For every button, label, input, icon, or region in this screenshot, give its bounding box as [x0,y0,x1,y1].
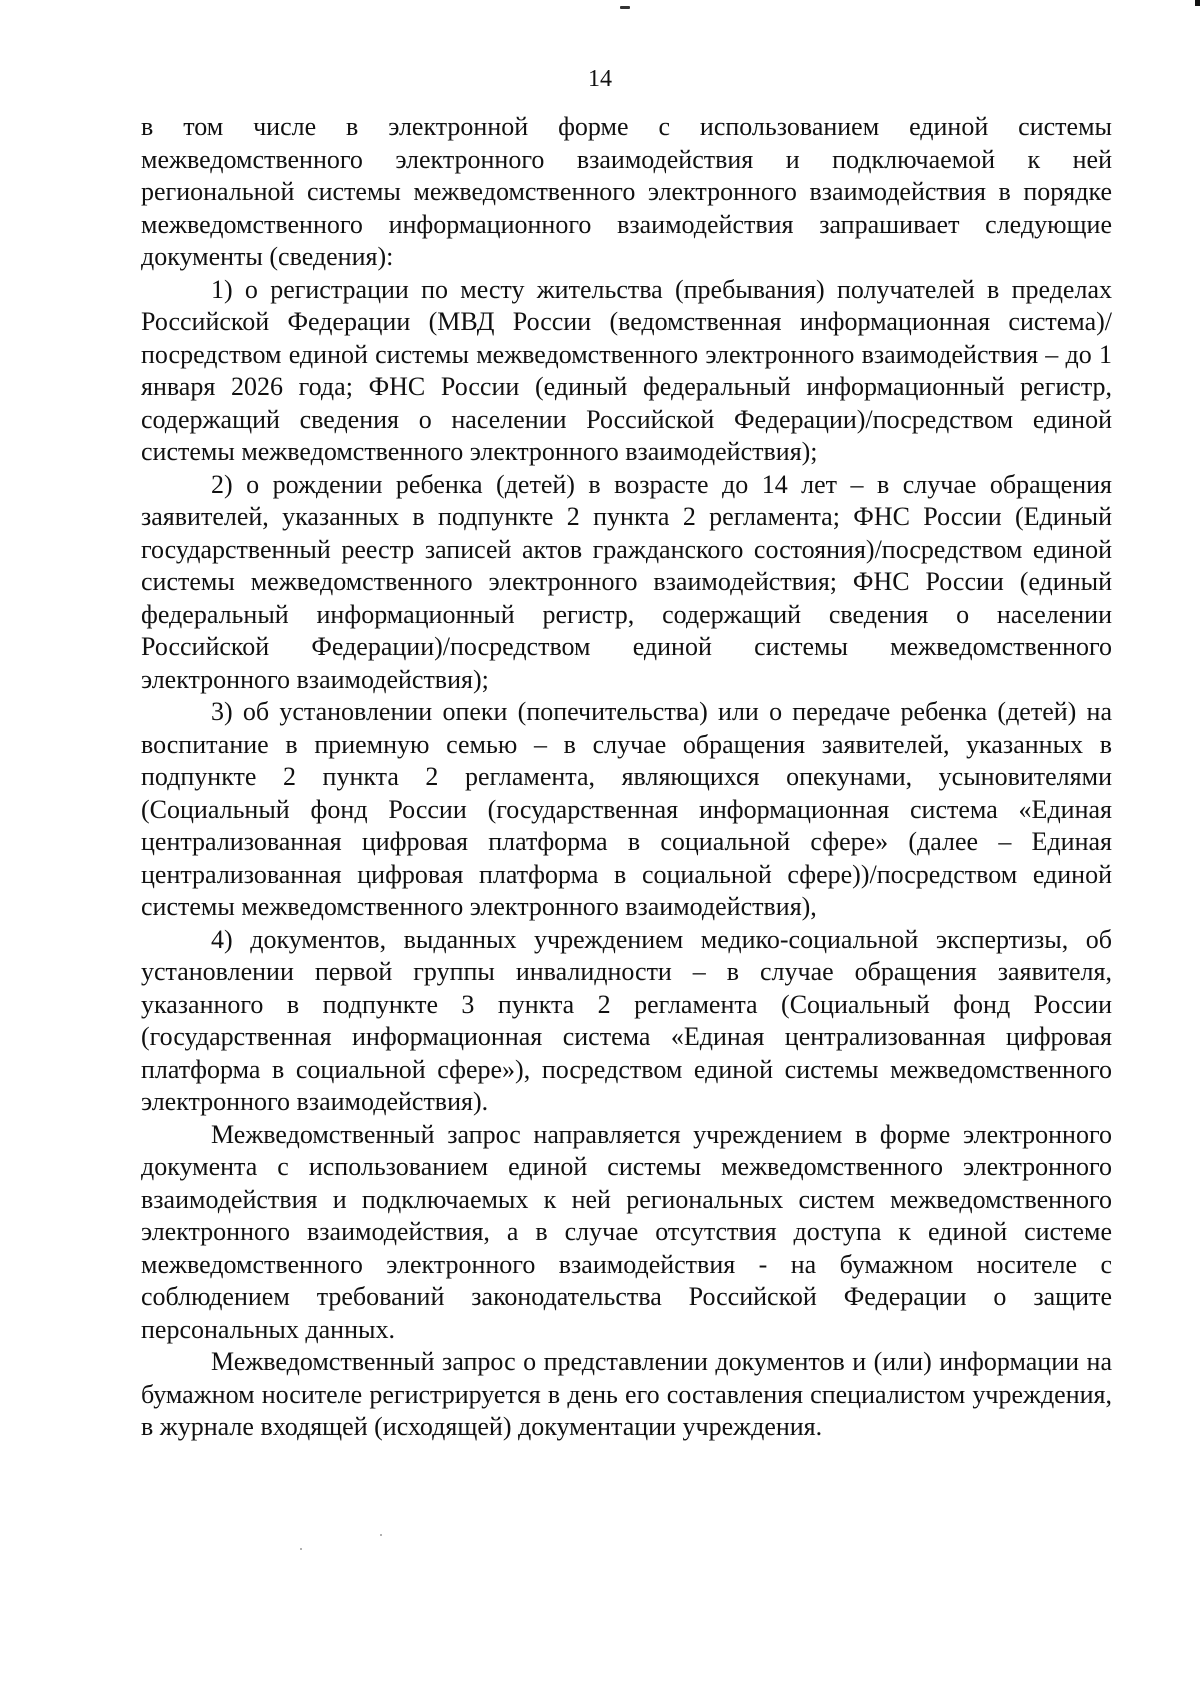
paragraph-interagency-request: Межведомственный запрос направляется учреждением в форме электронного документа с использованием единой системы межведомственного электронного взаимодействия и подключаемых к ней региональных систем межведомственного электронного взаимодействия, а в случае отсутствия доступа к единой системе межведомственного электронного взаимодействия - на бумажном носителе с соблюдением требований законодательства Российской Федерации о защите персональных данных. [141,1119,1112,1344]
list-item-3: 3) об установлении опеки (попечительства) или о передаче ребенка (детей) на воспитание в приемную семью – в случае обращения заявителей, указанных в подпункте 2 пункта 2 регламента, являющихся опекунами, усыновителями (Социальный фонд России (государственная информационная система «Единая централизованная цифровая платформа в социальной сфере» (далее – Единая централизованная цифровая платформа в социальной сфере))/посредством единой системы межведомственного электронного взаимодействия), [141,697,1112,921]
scan-artifact-mark [620,6,630,9]
page-number: 14 [588,66,612,92]
paragraph-continuation: в том числе в электронной форме с использованием единой системы межведомственного электронного взаимодействия и подключаемой к ней региональной системы межведомственного электронного взаимодействия в порядке межведомственного информационного взаимодействия запрашивает следующие документы (сведения): [141,112,1112,271]
list-item-4: 4) документов, выданных учреждением медико-социальной экспертизы, об установлении первой группы инвалидности – в случае обращения заявителя, указанного в подпункте 3 пункта 2 регламента (Социальный фонд России (государственная информационная система «Единая централизованная цифровая платформа в социальной сфере»), посредством единой системы межведомственного электронного взаимодействия). [141,924,1112,1116]
scan-artifact-corner [1195,0,1200,6]
list-item-1: 1) о регистрации по месту жительства (пребывания) получателей в пределах Российской Федерации (МВД России (ведомственная информационная система)/посредством единой системы межведомственного электронного взаимодействия – до 1 января 2026 года; ФНС России (единый федеральный информационный регистр, содержащий сведения о населении Российской Федерации)/посредством единой системы межведомственного электронного взаимодействия); [141,274,1112,466]
paragraph-paper-request-registration: Межведомственный запрос о представлении документов и (или) информации на бумажном носителе регистрируется в день его составления специалистом учреждения, в журнале входящей (исходящей) документации учреждения. [141,1347,1112,1441]
list-item-2: 2) о рождении ребенка (детей) в возрасте до 14 лет – в случае обращения заявителей, указанных в подпункте 2 пункта 2 регламента; ФНС России (Единый государственный реестр записей актов гражданского состояния)/посредством единой системы межведомственного электронного взаимодействия; ФНС России (единый федеральный информационный регистр, содержащий сведения о населении Российской Федерации)/посредством единой системы межведомственного электронного взаимодействия); [141,469,1112,694]
document-body [141,111,1112,1444]
scan-artifact-dot [380,1534,382,1536]
scan-artifact-dot [300,1548,302,1550]
